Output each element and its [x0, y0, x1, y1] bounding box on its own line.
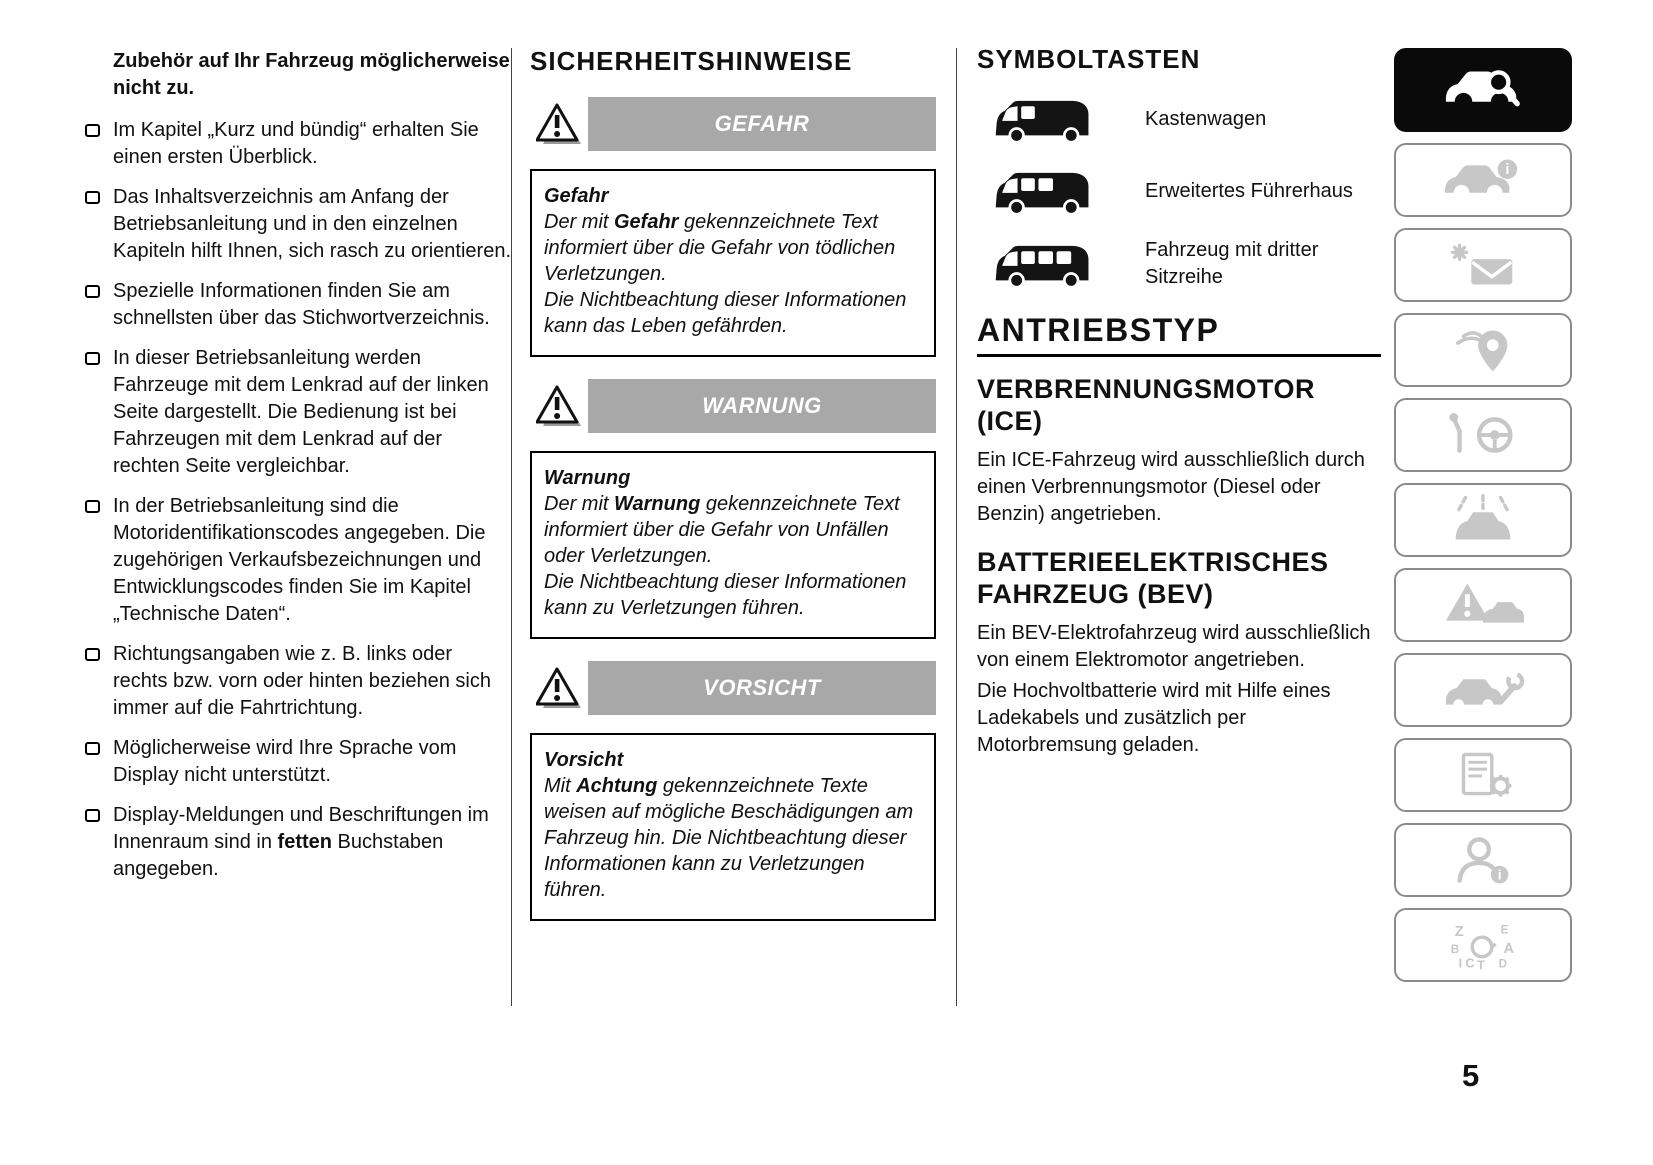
- list-item-text: In der Betriebsanleitung sind die Motoridentifikationscodes angegeben. Die zugehörigen Verkaufsbezeichnungen und Entwicklungscodes finden Sie im Kapitel „Technische Daten“.: [113, 495, 486, 625]
- list-item: [85, 493, 511, 628]
- safety-column: [530, 46, 936, 943]
- tab-quick-guide[interactable]: [1394, 48, 1572, 132]
- tab-technical-data[interactable]: [1394, 738, 1572, 812]
- ice-heading: VERBRENNUNGSMOTOR (ICE): [977, 374, 1316, 436]
- list-item: [85, 184, 511, 265]
- list-item-text: Möglicherweise wird Ihre Sprache vom Display nicht unterstützt.: [113, 737, 457, 786]
- checkbox-bullet-icon: [85, 124, 100, 137]
- danger-banner: [530, 97, 936, 151]
- checkbox-bullet-icon: [85, 352, 100, 365]
- checkbox-bullet-icon: [85, 285, 100, 298]
- warning-banner: [530, 379, 936, 433]
- chapter-tab-bar: [1394, 48, 1572, 993]
- warning-box-text: Der mit Warnung gekennzeichnete Text informiert über die Gefahr von Unfällen oder Verletzungen.: [544, 493, 900, 567]
- svg-text:i: i: [1505, 162, 1510, 179]
- warning-triangle-icon: [530, 654, 588, 722]
- intro-text: Zubehör auf Ihr Fahrzeug möglicherweise nicht zu.: [113, 50, 510, 99]
- third-row-van-icon: [977, 238, 1145, 290]
- tab-starting-driving[interactable]: [1394, 398, 1572, 472]
- warning-box-title: Warnung: [544, 467, 631, 489]
- warning-banner-label: WARNUNG: [702, 393, 822, 418]
- svg-text:T: T: [1477, 958, 1485, 971]
- bullet-list: [85, 117, 511, 883]
- list-item-text: In dieser Betriebsanleitung werden Fahrzeuge mit dem Lenkrad auf der linken Seite dargestellt. Die Bedienung ist bei Fahrzeugen mit dem Lenkrad auf der rechten Seite vergleichbar.: [113, 347, 489, 477]
- light-message-icon: [1442, 239, 1524, 291]
- checkbox-bullet-icon: [85, 809, 100, 822]
- danger-box-text: Der mit Gefahr gekennzeichnete Text informiert über die Gefahr von tödlichen Verletzungen.: [544, 211, 896, 285]
- bev-heading: BATTERIEELEKTRISCHES FAHRZEUG (BEV): [977, 547, 1329, 609]
- caution-box-text: Mit Achtung gekennzeichnete Texte weisen auf mögliche Beschädigungen am Fahrzeug hin. Die Nichtbeachtung dieser Informationen kann zu Verletzungen führen.: [544, 775, 914, 901]
- svg-text:D: D: [1498, 957, 1508, 971]
- svg-text:B: B: [1450, 942, 1460, 956]
- ice-text: Ein ICE-Fahrzeug wird ausschließlich durch einen Verbrennungsmotor (Diesel oder Benzin) angetrieben.: [977, 449, 1365, 525]
- list-item: [85, 802, 511, 883]
- intro-column: [85, 48, 511, 896]
- tab-visibility[interactable]: [1394, 483, 1572, 557]
- svg-text:I: I: [1458, 956, 1463, 971]
- svg-text:E: E: [1500, 923, 1509, 937]
- tab-emergency[interactable]: [1394, 568, 1572, 642]
- danger-box-text2: Die Nichtbeachtung dieser Informationen kann das Leben gefährden.: [544, 289, 907, 337]
- svg-text:i: i: [1497, 867, 1502, 883]
- location-pin-icon: [1442, 324, 1524, 376]
- person-info-icon: [1442, 834, 1524, 886]
- checkbox-bullet-icon: [85, 500, 100, 513]
- bev-text-1: Ein BEV-Elektrofahrzeug wird ausschließlich von einem Elektromotor angetrieben.: [977, 622, 1371, 671]
- list-item: [85, 117, 511, 171]
- symbols-heading: SYMBOLTASTEN: [977, 44, 1201, 74]
- list-item: [85, 735, 511, 789]
- list-item-text: Display-Meldungen und Beschriftungen im Innenraum sind in fetten Buchstaben angegeben.: [113, 804, 489, 880]
- alphabetical-index-icon: [1442, 919, 1524, 971]
- list-item: [85, 278, 511, 332]
- list-item-text: Im Kapitel „Kurz und bündig“ erhalten Sie einen ersten Überblick.: [113, 119, 479, 168]
- list-item: [85, 345, 511, 480]
- bev-text-2: Die Hochvoltbatterie wird mit Hilfe eines Ladekabels und zusätzlich per Motorbremsung geladen.: [977, 680, 1331, 756]
- car-wrench-icon: [1442, 664, 1524, 716]
- list-item-text: Richtungsangaben wie z. B. links oder rechts bzw. vorn oder hinten beziehen sich immer auf die Fahrtrichtung.: [113, 643, 491, 719]
- symbol-row: [977, 237, 1381, 291]
- symbols-column: [977, 46, 1381, 763]
- danger-box-title: Gefahr: [544, 185, 609, 207]
- danger-box: [530, 169, 936, 357]
- svg-text:C: C: [1465, 956, 1475, 971]
- car-search-icon: [1442, 64, 1524, 116]
- drivetrain-heading: ANTRIEBSTYP: [977, 317, 1381, 357]
- symbol-row: [977, 93, 1381, 145]
- checkbox-bullet-icon: [85, 648, 100, 661]
- svg-text:Z: Z: [1454, 924, 1464, 941]
- tab-customer-service[interactable]: [1394, 823, 1572, 897]
- document-gear-icon: [1442, 749, 1524, 801]
- tab-maintenance[interactable]: [1394, 653, 1572, 727]
- caution-banner-label: VORSICHT: [703, 675, 821, 700]
- list-item-text: Spezielle Informationen finden Sie am schnellsten über das Stichwortverzeichnis.: [113, 280, 490, 329]
- list-item: [85, 641, 511, 722]
- symbol-label: Fahrzeug mit dritter Sitzreihe: [1145, 239, 1319, 288]
- caution-box: [530, 733, 936, 921]
- panel-van-icon: [977, 93, 1145, 145]
- column-divider: [511, 48, 512, 1006]
- danger-banner-label: GEFAHR: [714, 111, 810, 136]
- car-info-icon: [1442, 154, 1524, 206]
- safety-heading: SICHERHEITSHINWEISE: [530, 46, 853, 76]
- car-warning-icon: [1442, 579, 1524, 631]
- symbol-label: Kastenwagen: [1145, 107, 1267, 130]
- car-weather-icon: [1442, 494, 1524, 546]
- warning-box: [530, 451, 936, 639]
- warning-box-text2: Die Nichtbeachtung dieser Informationen kann zu Verletzungen führen.: [544, 571, 907, 619]
- steering-gear-icon: [1442, 409, 1524, 461]
- symbol-row: [977, 165, 1381, 217]
- svg-text:A: A: [1503, 940, 1515, 957]
- tab-lights-messages[interactable]: [1394, 228, 1572, 302]
- page-number: 5: [1462, 1058, 1480, 1093]
- checkbox-bullet-icon: [85, 191, 100, 204]
- caution-banner: [530, 661, 936, 715]
- symbol-label: Erweitertes Führerhaus: [1145, 179, 1353, 202]
- tab-navigation-audio[interactable]: [1394, 313, 1572, 387]
- warning-triangle-icon: [530, 90, 588, 158]
- extended-cab-van-icon: [977, 165, 1145, 217]
- warning-triangle-icon: [530, 372, 588, 440]
- symbol-list: [977, 93, 1381, 291]
- caution-box-title: Vorsicht: [544, 749, 624, 771]
- tab-index[interactable]: [1394, 908, 1572, 982]
- checkbox-bullet-icon: [85, 742, 100, 755]
- column-divider: [956, 48, 957, 1006]
- list-item-text: Das Inhaltsverzeichnis am Anfang der Betriebsanleitung und in den einzelnen Kapiteln hilft Ihnen, sich rasch zu orientieren.: [113, 186, 511, 262]
- tab-dashboard-info[interactable]: [1394, 143, 1572, 217]
